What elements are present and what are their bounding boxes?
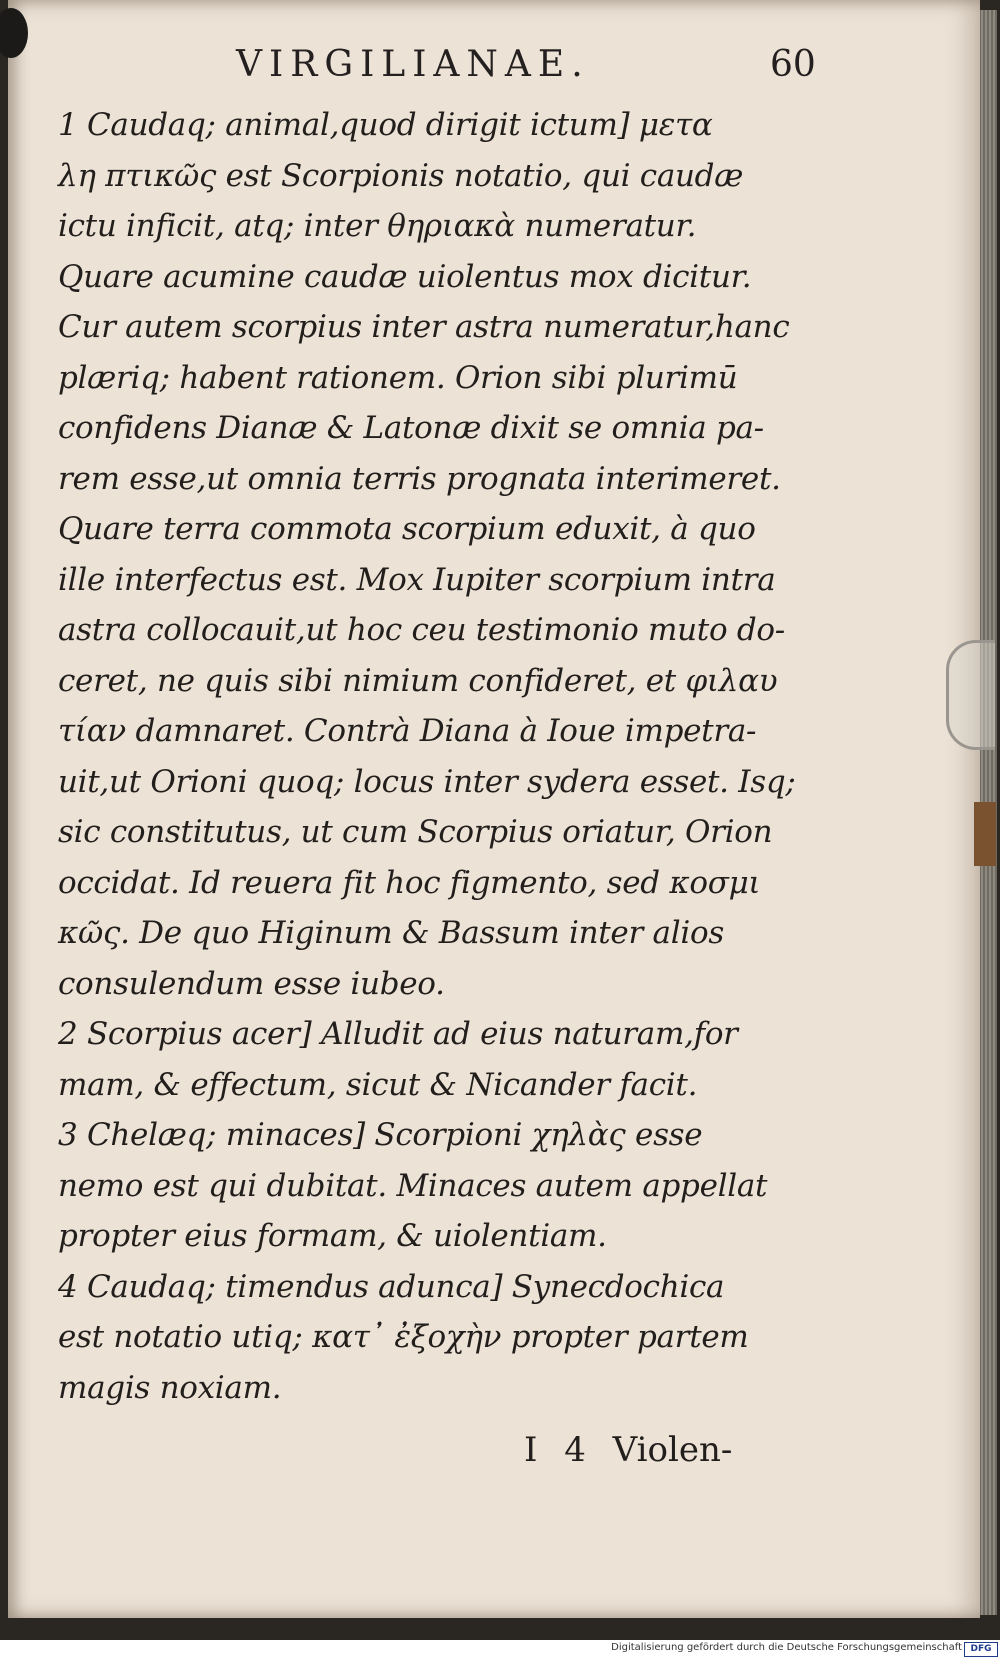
- text-line: est notatio utiq; κατ᾽ ἐξοχὴν propter partem: [58, 1319, 749, 1355]
- text-block: [58, 100, 818, 1413]
- text-line: astra collocauit,ut hoc ceu testimonio muto do-: [58, 612, 785, 648]
- text-line: propter eius formam, & uiolentiam.: [58, 1218, 607, 1254]
- page: [8, 0, 980, 1618]
- text-line: Quare terra commota scorpium eduxit, à quo: [58, 511, 756, 547]
- text-line: 3 Chelæq; minaces] Scorpioni χηλὰς esse: [58, 1117, 703, 1153]
- bookmark-tab: [974, 802, 996, 866]
- text-line: magis noxiam.: [58, 1369, 282, 1406]
- paper-clip: [946, 640, 995, 750]
- text-line: mam, & effectum, sicut & Nicander facit.: [58, 1066, 698, 1103]
- text-line: nemo est qui dubitat. Minaces autem appellat: [58, 1167, 768, 1204]
- text-line: plæriq; habent rationem. Orion sibi plurimū: [58, 359, 738, 396]
- text-line: confidens Dianæ & Latonæ dixit se omnia pa-: [58, 410, 764, 446]
- text-line: λη πτικῶς est Scorpionis notatio, qui caudæ: [58, 157, 744, 194]
- text-line: ille interfectus est. Mox Iupiter scorpium intra: [58, 561, 776, 598]
- catchword: I 4 Violen-: [524, 1430, 733, 1470]
- text-line: Quare acumine caudæ uiolentus mox dicitur.: [58, 258, 752, 295]
- footer-credit: Digitalisierung gefördert durch die Deutsche Forschungsgemeinschaft: [611, 1642, 962, 1653]
- text-line: consulendum esse iubeo.: [58, 965, 445, 1002]
- text-line: Cur autem scorpius inter astra numeratur,hanc: [58, 309, 790, 345]
- text-line: sic constitutus, ut cum Scorpius oriatur, Orion: [58, 814, 773, 850]
- text-line: occidat. Id reuera fit hoc figmento, sed κοσμι: [58, 864, 761, 901]
- page-number: 60: [770, 44, 816, 85]
- page-header: [8, 44, 980, 94]
- text-line: uit,ut Orioni quoq; locus inter sydera esset. Isq;: [58, 763, 796, 800]
- text-line: τίαν damnaret. Contrà Diana à Ioue impetra-: [58, 713, 757, 749]
- footer-bar: [0, 1640, 1000, 1658]
- text-line: 1 Caudaq; animal,quod dirigit ictum] μετα: [58, 107, 713, 143]
- text-line: rem esse,ut omnia terris prognata interimeret.: [58, 460, 781, 497]
- running-head: VIRGILIANAE.: [236, 44, 590, 85]
- text-line: ceret, ne quis sibi nimium confideret, et φιλαυ: [58, 662, 778, 699]
- text-line: 4 Caudaq; timendus adunca] Synecdochica: [58, 1268, 725, 1305]
- text-line: ictu inficit, atq; inter θηριακὰ numeratur.: [58, 208, 697, 244]
- dfg-logo: DFG: [964, 1642, 998, 1657]
- text-line: κῶς. De quo Higinum & Bassum inter alios: [58, 915, 724, 951]
- text-line: 2 Scorpius acer] Alludit ad eius naturam,for: [58, 1016, 738, 1052]
